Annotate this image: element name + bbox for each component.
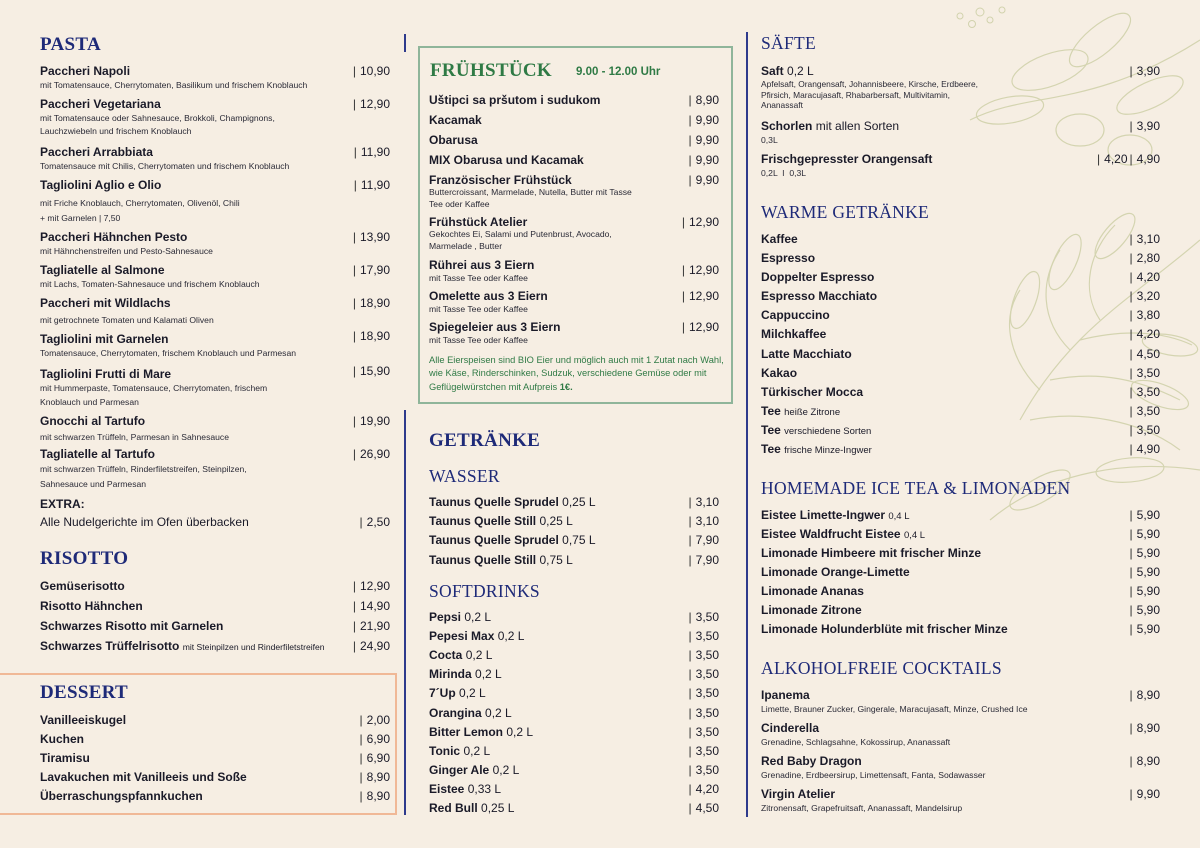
item-desc: Grenadine, Erdbeersirup, Limettensaft, Fanta, Sodawasser (761, 770, 986, 780)
item-desc: Apfelsaft, Orangensaft, Johannisbeere, Kirsche, Erdbeere, Pfirsich, Maracujasaft, Rhabarbersaft, Multivitamin, Ananassaft (761, 79, 978, 110)
item-price: | 4,50 (1129, 347, 1160, 361)
item-name: Gnocchi al Tartufo (40, 414, 146, 428)
item-desc: Tomatensauce, Cherrytomaten, frischem Knoblauch und Parmesan (40, 348, 297, 358)
item-price: | 8,90 (359, 789, 390, 803)
item-name: Tee frische Minze-Ingwer (761, 442, 872, 456)
item-name: Limonade Holunderblüte mit frischer Minze (761, 622, 1008, 636)
item-name: Paccheri Hähnchen Pesto (40, 230, 188, 244)
item-price: | 3,80 (1129, 308, 1160, 322)
extra-label: EXTRA: (40, 497, 85, 511)
item-price: | 17,90 (352, 263, 390, 277)
item-name: Limonade Himbeere mit frischer Minze (761, 546, 982, 560)
item-price: | 9,90 (688, 153, 719, 167)
menu-item (761, 527, 1160, 541)
menu-item (761, 754, 1160, 782)
item-name: Kacamak (429, 113, 482, 127)
item-desc: Grenadine, Schlagsahne, Kokossirup, Ananassaft (761, 737, 951, 747)
item-name: Eistee Limette-Ingwer 0,4 L (761, 508, 910, 522)
item-name: Limonade Orange-Limette (761, 565, 910, 579)
item-name: MIX Obarusa und Kacamak (429, 153, 584, 167)
menu-item (429, 215, 719, 252)
item-price: | 5,90 (1129, 546, 1160, 560)
item-price: | 3,50 (688, 610, 719, 624)
menu-item (429, 763, 719, 777)
menu-item (761, 423, 1160, 437)
item-desc: 0,2L I 0,3L (761, 168, 807, 178)
item-price: | 8,90 (688, 93, 719, 107)
item-name: Paccheri Vegetariana (40, 97, 161, 111)
item-name: Kuchen (40, 732, 85, 746)
menu-item (40, 515, 390, 529)
item-name: Türkischer Mocca (761, 385, 864, 399)
menu-item (429, 686, 719, 700)
menu-item (429, 629, 719, 643)
item-name: Tagliatelle al Salmone (40, 263, 165, 277)
menu-item (761, 603, 1160, 617)
item-name: Gemüserisotto (40, 579, 125, 593)
menu-item (761, 404, 1160, 418)
item-desc: Zitronensaft, Grapefruitsaft, Ananassaft, Mandelsirup (761, 803, 963, 813)
column-divider (404, 410, 406, 815)
menu-item (761, 366, 1160, 380)
item-name: Tagliolini Aglio e Olio (40, 178, 162, 192)
item-desc: Tomatensauce mit Chilis, Cherrytomaten und frischem Knoblauch (40, 161, 290, 171)
item-name: Tagliolini mit Garnelen (40, 332, 169, 346)
item-price: | 3,50 (1129, 423, 1160, 437)
item-price: | 12,90 (681, 320, 719, 334)
item-name: Französischer Frühstück (429, 173, 572, 187)
item-name: Red Bull 0,25 L (429, 801, 515, 815)
item-price: | 3,10 (688, 495, 719, 509)
menu-item (429, 289, 719, 316)
item-desc: mit Tasse Tee oder Kaffee (429, 335, 528, 345)
menu-item (429, 495, 719, 509)
menu-item (429, 706, 719, 720)
item-name: Obarusa (429, 133, 478, 147)
item-price: | 18,90 (352, 296, 390, 310)
menu-item (40, 579, 390, 593)
menu-item (40, 639, 390, 653)
menu-item (40, 770, 390, 784)
item-name: Taunus Quelle Still 0,75 L (429, 553, 573, 567)
menu-item (761, 584, 1160, 598)
item-price: | 7,90 (688, 553, 719, 567)
item-price: | 8,90 (359, 770, 390, 784)
menu-item (761, 442, 1160, 456)
menu-item (761, 787, 1160, 815)
menu-item (429, 113, 719, 127)
section-title-saefte: SÄFTE (761, 33, 816, 53)
menu-item (40, 230, 390, 258)
menu-item (429, 258, 719, 285)
item-price: | 4,50 (688, 801, 719, 815)
item-name: Virgin Atelier (761, 787, 836, 801)
item-price: | 3,10 (688, 514, 719, 528)
item-price: | 10,90 (352, 64, 390, 78)
item-price: | 11,90 (353, 145, 390, 159)
item-desc: mit Tasse Tee oder Kaffee (429, 304, 528, 314)
item-price: | 3,20 (1129, 289, 1160, 303)
item-desc: mit Tomatensauce, Cherrytomaten, Basilikum und frischem Knoblauch (40, 80, 308, 90)
item-name: Tagliolini Frutti di Mare (40, 367, 172, 381)
item-price: | 18,90 (352, 329, 390, 343)
item-name: Tagliatelle al Tartufo (40, 447, 155, 461)
item-name: Latte Macchiato (761, 347, 852, 361)
menu-item (761, 565, 1160, 579)
item-price: | 4,20 (688, 782, 719, 796)
menu-item (429, 782, 719, 796)
menu-item (40, 364, 390, 409)
menu-item (40, 178, 390, 225)
menu-item (40, 789, 390, 803)
section-title-fruehstueck: FRÜHSTÜCK (430, 60, 552, 81)
menu-item (40, 751, 390, 765)
item-name: Milchkaffee (761, 327, 827, 341)
item-extra: + mit Garnelen | 7,50 (40, 212, 121, 223)
item-price: | 24,90 (352, 639, 390, 653)
item-name: Kaffee (761, 232, 798, 246)
item-name: 7´Up 0,2 L (429, 686, 486, 700)
item-price: | 5,90 (1129, 527, 1160, 541)
item-price: | 4,20 | 4,90 (1097, 152, 1160, 166)
item-name: Omelette aus 3 Eiern (429, 289, 548, 303)
item-name: Alle Nudelgerichte im Ofen überbacken (40, 515, 249, 529)
item-price: | 2,50 (359, 515, 390, 529)
menu-item (761, 385, 1160, 399)
menu-item (761, 327, 1160, 341)
item-price: | 12,90 (352, 97, 390, 111)
item-desc: mit Tomatensauce oder Sahnesauce, Brokkoli, Champignons, Lauchzwiebeln und frischem Knoblauch (40, 113, 275, 136)
item-price: | 6,90 (359, 732, 390, 746)
item-price: | 8,90 (1129, 721, 1160, 735)
item-price: | 9,90 (1129, 787, 1160, 801)
item-price: | 5,90 (1129, 603, 1160, 617)
item-name: Doppelter Espresso (761, 270, 875, 284)
item-name: Red Baby Dragon (761, 754, 862, 768)
section-title-risotto: RISOTTO (40, 548, 129, 569)
menu-item (429, 133, 719, 147)
item-price: | 12,90 (681, 263, 719, 277)
menu-item (40, 447, 390, 491)
item-name: Paccheri Arrabbiata (40, 145, 153, 159)
item-desc: Gekochtes Ei, Salami und Putenbrust, Avocado, Marmelade , Butter (429, 229, 612, 251)
item-price: | 3,90 (1129, 119, 1160, 133)
menu-item (761, 688, 1160, 716)
item-price: | 21,90 (352, 619, 390, 633)
item-price: | 3,50 (688, 744, 719, 758)
item-price: | 4,20 (1129, 270, 1160, 284)
item-name: Eistee 0,33 L (429, 782, 502, 796)
item-price: | 3,50 (688, 686, 719, 700)
item-name: Eistee Waldfrucht Eistee 0,4 L (761, 527, 926, 541)
item-desc: mit schwarzen Trüffeln, Parmesan in Sahnesauce (40, 432, 229, 442)
item-price: | 12,90 (681, 289, 719, 303)
item-name: Vanilleeiskugel (40, 713, 127, 727)
item-price: | 3,50 (688, 667, 719, 681)
menu-item (429, 93, 719, 107)
item-desc: 0,3L (761, 135, 778, 145)
item-name: Limonade Ananas (761, 584, 864, 598)
breakfast-hours: 9.00 - 12.00 Uhr (576, 66, 661, 78)
item-name: Frühstück Atelier (429, 215, 528, 229)
item-price: | 3,50 (688, 706, 719, 720)
menu-item (761, 270, 1160, 284)
menu-item (429, 514, 719, 528)
item-price: | 19,90 (352, 414, 390, 428)
item-price: | 7,90 (688, 533, 719, 547)
item-name: Pepesi Max 0,2 L (429, 629, 525, 643)
menu-item (761, 508, 1160, 522)
item-price: | 3,50 (688, 763, 719, 777)
item-name: Tee heiße Zitrone (761, 404, 841, 418)
item-name: Orangina 0,2 L (429, 706, 512, 720)
item-price: | 6,90 (359, 751, 390, 765)
item-price: | 2,00 (359, 713, 390, 727)
item-name: Espresso (761, 251, 816, 265)
menu-item (761, 308, 1160, 322)
item-name: Saft 0,2 L (761, 64, 814, 78)
item-price: | 9,90 (688, 113, 719, 127)
menu-item (40, 414, 390, 444)
item-price: | 8,90 (1129, 688, 1160, 702)
item-name: Taunus Quelle Still 0,25 L (429, 514, 573, 528)
item-name: Spiegeleier aus 3 Eiern (429, 320, 561, 334)
menu-item (429, 153, 719, 167)
menu-item (761, 64, 1160, 111)
item-desc: Buttercroissant, Marmelade, Nutella, Butter mit Tasse Tee oder Kaffee (429, 187, 632, 209)
item-price: | 3,50 (1129, 404, 1160, 418)
item-price: | 4,20 (1129, 327, 1160, 341)
menu-item (761, 251, 1160, 265)
item-name: Tee verschiedene Sorten (761, 423, 872, 437)
menu-item (761, 152, 1160, 180)
item-name: Rührei aus 3 Eiern (429, 258, 535, 272)
item-price: | 14,90 (352, 599, 390, 613)
section-title-getraenke: GETRÄNKE (429, 430, 541, 451)
item-price: | 12,90 (681, 215, 719, 229)
item-name: Ginger Ale 0,2 L (429, 763, 520, 777)
menu-item (761, 289, 1160, 303)
item-price: | 11,90 (353, 178, 390, 192)
item-name: Schwarzes Risotto mit Garnelen (40, 619, 224, 633)
item-desc: Limette, Brauner Zucker, Gingerale, Maracujasaft, Minze, Crushed Ice (761, 704, 1028, 714)
item-desc: mit schwarzen Trüffeln, Rinderfiletstreifen, Steinpilzen, Sahnesauce und Parmesan (40, 464, 247, 489)
menu-item (429, 553, 719, 567)
column-divider (746, 32, 748, 817)
menu-item (761, 232, 1160, 246)
item-price: | 5,90 (1129, 508, 1160, 522)
item-price: | 13,90 (352, 230, 390, 244)
menu-item (429, 173, 719, 210)
menu-item (40, 296, 390, 327)
item-price: | 3,50 (688, 629, 719, 643)
menu-item (40, 619, 390, 633)
item-price: | 4,90 (1129, 442, 1160, 456)
elderflower-icon (957, 7, 1005, 28)
item-desc: mit Tasse Tee oder Kaffee (429, 273, 528, 283)
menu-item (761, 721, 1160, 749)
item-name: Cappuccino (761, 308, 830, 322)
menu-item (40, 732, 390, 746)
menu-item (429, 320, 719, 347)
item-name: Paccheri Napoli (40, 64, 131, 78)
item-price: | 3,10 (1129, 232, 1160, 246)
item-name: Kakao (761, 366, 798, 380)
item-desc: mit Hummerpaste, Tomatensauce, Cherrytomaten, frischem Knoblauch und Parmesan (40, 383, 268, 407)
item-name: Paccheri mit Wildlachs (40, 296, 171, 310)
item-name: Cocta 0,2 L (429, 648, 493, 662)
item-name: Taunus Quelle Sprudel 0,75 L (429, 533, 596, 547)
item-price: | 3,50 (688, 648, 719, 662)
item-price: | 5,90 (1129, 584, 1160, 598)
menu-item (761, 546, 1160, 560)
item-price: | 26,90 (352, 447, 390, 461)
item-price: | 9,90 (688, 173, 719, 187)
section-title-pasta: PASTA (40, 34, 101, 55)
menu-item (429, 610, 719, 624)
menu-item (40, 97, 390, 138)
subsection-title-softdrinks: SOFTDRINKS (429, 581, 540, 601)
item-name: Tiramisu (40, 751, 90, 765)
item-name: Mirinda 0,2 L (429, 667, 502, 681)
subsection-title-wasser: WASSER (429, 466, 500, 486)
item-name: Schwarzes Trüffelrisotto mit Steinpilzen und Rinderfiletstreifen (40, 639, 325, 653)
item-desc: mit getrochnete Tomaten und Kalamati Oliven (40, 315, 214, 325)
item-name: Frischgepresster Orangensaft (761, 152, 933, 166)
item-price: | 3,50 (688, 725, 719, 739)
item-name: Cinderella (761, 721, 820, 735)
item-price: | 15,90 (352, 364, 390, 378)
item-desc: mit Lachs, Tomaten-Sahnesauce und frischem Knoblauch (40, 279, 260, 289)
menu-item (429, 744, 719, 758)
item-name: Pepsi 0,2 L (429, 610, 492, 624)
menu-item (40, 263, 390, 291)
item-price: | 3,50 (1129, 366, 1160, 380)
column-divider (404, 34, 406, 52)
item-price: | 9,90 (688, 133, 719, 147)
section-title-ice-tea: HOMEMADE ICE TEA & LIMONADEN (761, 478, 1071, 498)
item-desc: mit Friche Knoblauch, Cherrytomaten, Olivenöl, Chili (40, 198, 240, 208)
item-name: Ipanema (761, 688, 810, 702)
menu-item (761, 347, 1160, 361)
menu-item (429, 667, 719, 681)
item-name: Espresso Macchiato (761, 289, 878, 303)
item-name: Risotto Hähnchen (40, 599, 143, 613)
item-price: | 3,90 (1129, 64, 1160, 78)
menu-item (429, 533, 719, 547)
item-price: | 2,80 (1129, 251, 1160, 265)
item-price: | 5,90 (1129, 565, 1160, 579)
item-name: Lavakuchen mit Vanilleeis und Soße (40, 770, 247, 784)
extra-label-row (40, 497, 390, 511)
item-name: Überraschungspfannkuchen (40, 789, 203, 803)
section-title-cocktails: ALKOHOLFREIE COCKTAILS (761, 658, 1002, 678)
menu-item (40, 145, 390, 173)
item-price: | 12,90 (352, 579, 390, 593)
item-name: Limonade Zitrone (761, 603, 862, 617)
item-price: | 5,90 (1129, 622, 1160, 636)
item-desc: mit Hähnchenstreifen und Pesto-Sahnesauce (40, 246, 213, 256)
menu-item (40, 713, 390, 727)
menu-item (761, 119, 1160, 147)
item-name: Bitter Lemon 0,2 L (429, 725, 534, 739)
item-name: Uštipci sa pršutom i sudukom (429, 93, 601, 107)
menu-item (40, 329, 390, 360)
item-price: | 8,90 (1129, 754, 1160, 768)
menu-item (40, 599, 390, 613)
section-title-warme-getraenke: WARME GETRÄNKE (761, 202, 930, 222)
menu-item (429, 801, 719, 815)
menu-item (429, 725, 719, 739)
menu-item (761, 622, 1160, 636)
section-title-dessert: DESSERT (40, 682, 129, 703)
item-price: | 3,50 (1129, 385, 1160, 399)
item-name: Taunus Quelle Sprudel 0,25 L (429, 495, 596, 509)
item-name: Tonic 0,2 L (429, 744, 491, 758)
menu-item (429, 648, 719, 662)
breakfast-note: Alle Eierspeisen sind BIO Eier und möglich auch mit 1 Zutat nach Wahl, wie Käse, Rinderschinken, Sudzuk, verschiedene Gemüse oder mit Geflügelwürstchen mit Aufpreis 1€. (429, 355, 724, 392)
item-name: Schorlen mit allen Sorten (761, 119, 900, 133)
menu-item (40, 64, 390, 92)
